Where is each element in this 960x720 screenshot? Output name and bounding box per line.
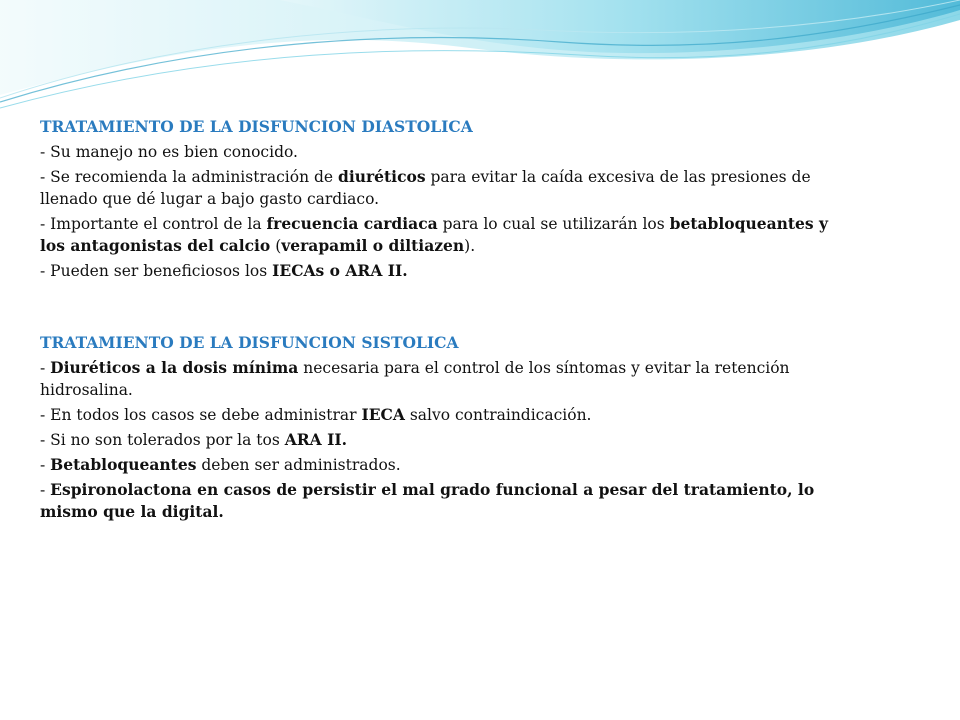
section-spacer bbox=[40, 285, 850, 332]
text-run: - En todos los casos se debe administrar bbox=[40, 406, 362, 424]
text-run: - Importante el control de la bbox=[40, 215, 267, 233]
bullet-item bbox=[40, 357, 850, 401]
text-run: - bbox=[40, 359, 51, 377]
section-heading: TRATAMIENTO DE LA DISFUNCION DIASTOLICA bbox=[40, 117, 473, 136]
bold-text: betabloqueantes y los antagonistas del calcio bbox=[40, 214, 829, 255]
text-run: - Pueden ser beneficiosos los bbox=[40, 262, 273, 280]
text-run: - Si no son tolerados por la tos bbox=[40, 431, 285, 449]
bold-text: IECAs o ARA II. bbox=[272, 261, 408, 280]
bullet-item bbox=[40, 166, 850, 210]
text-run: - Se recomienda la administración de bbox=[40, 168, 338, 186]
text-run: ). bbox=[464, 237, 476, 255]
text-run: deben ser administrados. bbox=[196, 456, 401, 474]
section-heading: TRATAMIENTO DE LA DISFUNCION SISTOLICA bbox=[40, 333, 459, 352]
bold-text: Espironolactona en casos de persistir el mal grado funcional a pesar del tratamiento, lo mismo que la digital. bbox=[40, 480, 815, 521]
text-run: - bbox=[40, 456, 51, 474]
text-run: necesaria para el control de los síntomas y evitar la retención hidrosalina. bbox=[40, 359, 790, 399]
bullet-item bbox=[40, 260, 850, 282]
text-run: - bbox=[40, 481, 51, 499]
slide-content bbox=[40, 116, 850, 526]
bullet-item bbox=[40, 213, 850, 257]
bold-text: Betabloqueantes bbox=[50, 455, 197, 474]
text-run: ( bbox=[270, 237, 282, 255]
bold-text: ARA II. bbox=[284, 430, 347, 449]
bold-text: Diuréticos a la dosis mínima bbox=[50, 358, 299, 377]
bullet-item bbox=[40, 454, 850, 476]
text-run: - Su manejo no es bien conocido. bbox=[40, 143, 298, 161]
bullet-item bbox=[40, 404, 850, 426]
bold-text: verapamil o diltiazen bbox=[281, 236, 465, 255]
bullet-item bbox=[40, 479, 850, 523]
bullet-item bbox=[40, 141, 850, 163]
text-run: para lo cual se utilizarán los bbox=[437, 215, 670, 233]
bold-text: frecuencia cardiaca bbox=[266, 214, 438, 233]
text-run: para evitar la caída excesiva de las presiones de llenado que dé lugar a bajo gasto cardiaco. bbox=[40, 168, 811, 208]
sections-container bbox=[40, 116, 850, 523]
bold-text: IECA bbox=[361, 405, 405, 424]
wave-header-decoration bbox=[0, 0, 960, 120]
bold-text: diuréticos bbox=[338, 167, 426, 186]
bullet-item bbox=[40, 429, 850, 451]
text-run: salvo contraindicación. bbox=[404, 406, 592, 424]
